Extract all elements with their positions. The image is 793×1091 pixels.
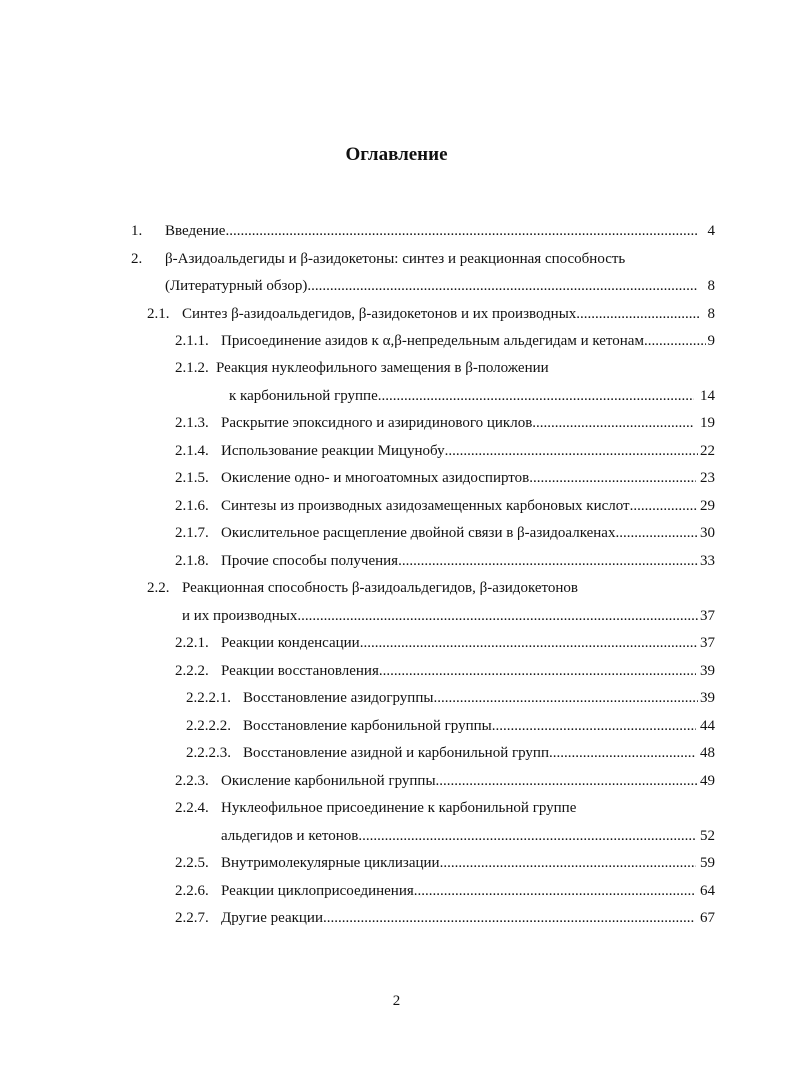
toc-entry-page: 37: [700, 635, 715, 651]
toc-entry-title: Раскрытие эпоксидного и азиридинового циклов: [221, 415, 533, 431]
toc-entry-number: 2.1.: [147, 306, 170, 322]
toc-entry: [175, 438, 715, 465]
toc-entry-title: (Литературный обзор): [165, 278, 308, 294]
dot-leader: [360, 630, 698, 657]
dot-leader: [414, 878, 695, 905]
toc-entry-page: 49: [700, 773, 715, 789]
toc-entry: [175, 905, 715, 932]
toc-entry-number: 2.1.2.: [175, 360, 209, 376]
toc-entry-title: и их производных: [182, 608, 298, 624]
toc-entry: [147, 301, 715, 328]
toc-entry-title: Реакционная способность β-азидоальдегидов, β-азидокетонов: [182, 580, 578, 596]
page-title: Оглавление: [345, 144, 448, 165]
toc-entry-page: 33: [700, 553, 715, 569]
toc-entry-title: Синтезы из производных азидозамещенных карбоновых кислот: [221, 498, 630, 514]
dot-leader: [436, 768, 698, 795]
toc-entry: [221, 823, 715, 850]
toc-entry-title: Окисление карбонильной группы: [221, 773, 436, 789]
dot-leader: [307, 273, 697, 300]
toc-entry-title: Введение: [165, 223, 226, 239]
toc-entry-number: 2.1.4.: [175, 443, 209, 459]
dot-leader: [549, 740, 696, 767]
dot-leader: [492, 713, 696, 740]
toc-entry: [186, 713, 715, 740]
toc-entry: [182, 603, 715, 630]
toc-entry-number: 2.2.6.: [175, 883, 209, 899]
toc-entry-title: Реакции циклоприсоединения: [221, 883, 414, 899]
dot-leader: [529, 465, 696, 492]
toc-entry: [175, 465, 715, 492]
toc-entry: [175, 630, 715, 657]
toc-entry-title: Нуклеофильное присоединение к карбонильной группе: [221, 800, 577, 816]
toc-entry-title: Реакции конденсации: [221, 635, 360, 651]
toc-entry-page: 23: [700, 470, 715, 486]
toc-entry-page: 22: [700, 443, 715, 459]
toc-entry: [186, 740, 715, 767]
dot-leader: [225, 218, 697, 245]
toc-entry: [175, 878, 715, 905]
toc-entry: [131, 246, 715, 273]
toc-entry-title: Реакции восстановления: [221, 663, 379, 679]
toc-entry-number: 2.2.: [147, 580, 170, 596]
toc-entry-page: 4: [707, 223, 715, 239]
toc-entry-number: 2.2.2.1.: [186, 690, 231, 706]
toc-entry-title: Восстановление карбонильной группы: [243, 718, 492, 734]
toc-entry-number: 2.2.2.2.: [186, 718, 231, 734]
toc-entry-page: 39: [700, 663, 715, 679]
toc-entry-title: Присоединение азидов к α,β-непредельным альдегидам и кетонам: [221, 333, 644, 349]
toc-entry-page: 44: [700, 718, 715, 734]
toc-entry-title: Другие реакции: [221, 910, 323, 926]
toc-entry-title: Окислительное расщепление двойной связи в β-азидоалкенах: [221, 525, 616, 541]
toc-entry-page: 37: [700, 608, 715, 624]
toc-entry: [175, 658, 715, 685]
dot-leader: [615, 520, 698, 547]
dot-leader: [433, 685, 698, 712]
toc-entry: [175, 520, 715, 547]
toc-entry-page: 19: [700, 415, 715, 431]
toc-entry-number: 2.2.2.: [175, 663, 209, 679]
toc-entry-title: Использование реакции Мицунобу: [221, 443, 445, 459]
toc-entry: [147, 575, 715, 602]
dot-leader: [378, 383, 694, 410]
toc-entry-page: 8: [707, 278, 715, 294]
toc-entry-number: 1.: [131, 223, 143, 239]
page-number: 2: [392, 993, 401, 1009]
dot-leader: [576, 301, 699, 328]
toc-entry-title: Реакция нуклеофильного замещения в β-положении: [216, 360, 549, 376]
dot-leader: [323, 905, 694, 932]
dot-leader: [445, 438, 698, 465]
toc-entry-number: 2.1.3.: [175, 415, 209, 431]
toc-entry-title: Восстановление азидогруппы: [243, 690, 434, 706]
toc-entry: [165, 273, 715, 300]
toc-entry: [175, 548, 715, 575]
toc-entry: [175, 493, 715, 520]
toc-entry-page: 29: [700, 498, 715, 514]
toc-entry: [175, 795, 715, 822]
toc-entry-number: 2.2.4.: [175, 800, 209, 816]
toc-entry-number: 2.2.5.: [175, 855, 209, 871]
toc-entry-title: Окисление одно- и многоатомных азидоспиртов: [221, 470, 530, 486]
toc-entry-title: Внутримолекулярные циклизации: [221, 855, 440, 871]
toc-entry-title: к карбонильной группе: [229, 388, 378, 404]
dot-leader: [440, 850, 696, 877]
toc-entry-number: 2.1.5.: [175, 470, 209, 486]
toc-entry-number: 2.2.7.: [175, 910, 209, 926]
toc-entry-number: 2.1.7.: [175, 525, 209, 541]
dot-leader: [398, 548, 698, 575]
toc-entry-title: альдегидов и кетонов: [221, 828, 359, 844]
toc-entry-number: 2.2.2.3.: [186, 745, 231, 761]
dot-leader: [379, 658, 696, 685]
toc-entry: [229, 383, 715, 410]
toc-entry-page: 8: [707, 306, 715, 322]
toc-entry-page: 9: [707, 333, 715, 349]
toc-entry: [175, 328, 715, 355]
toc-entry: [186, 685, 715, 712]
toc-entry-page: 39: [700, 690, 715, 706]
dot-leader: [532, 410, 694, 437]
toc-entry: [175, 768, 715, 795]
toc-entry-number: 2.1.1.: [175, 333, 209, 349]
toc-entry-title: β-Азидоальдегиды и β-азидокетоны: синтез и реакционная способность: [165, 251, 626, 267]
toc-entry-page: 30: [700, 525, 715, 541]
toc-entry-title: Прочие способы получения: [221, 553, 399, 569]
toc-entry-number: 2.1.8.: [175, 553, 209, 569]
toc-entry-page: 48: [700, 745, 715, 761]
toc-entry-page: 59: [700, 855, 715, 871]
toc-entry-number: 2.2.1.: [175, 635, 209, 651]
dot-leader: [358, 823, 695, 850]
toc-entry: [175, 410, 715, 437]
toc-entry-title: Синтез β-азидоальдегидов, β-азидокетонов и их производных: [182, 306, 577, 322]
toc-entry-title: Восстановление азидной и карбонильной групп: [243, 745, 549, 761]
toc-entry-number: 2.: [131, 251, 143, 267]
toc-entry: [175, 355, 715, 382]
toc-entry: [175, 850, 715, 877]
toc-entry-number: 2.1.6.: [175, 498, 209, 514]
dot-leader: [630, 493, 698, 520]
toc-entry-page: 67: [700, 910, 715, 926]
toc-entry-number: 2.2.3.: [175, 773, 209, 789]
dot-leader: [644, 328, 706, 355]
toc-entry: [131, 218, 715, 245]
toc-entry-page: 14: [700, 388, 715, 404]
toc-entry-page: 52: [700, 828, 715, 844]
dot-leader: [297, 603, 698, 630]
toc-entry-page: 64: [700, 883, 715, 899]
